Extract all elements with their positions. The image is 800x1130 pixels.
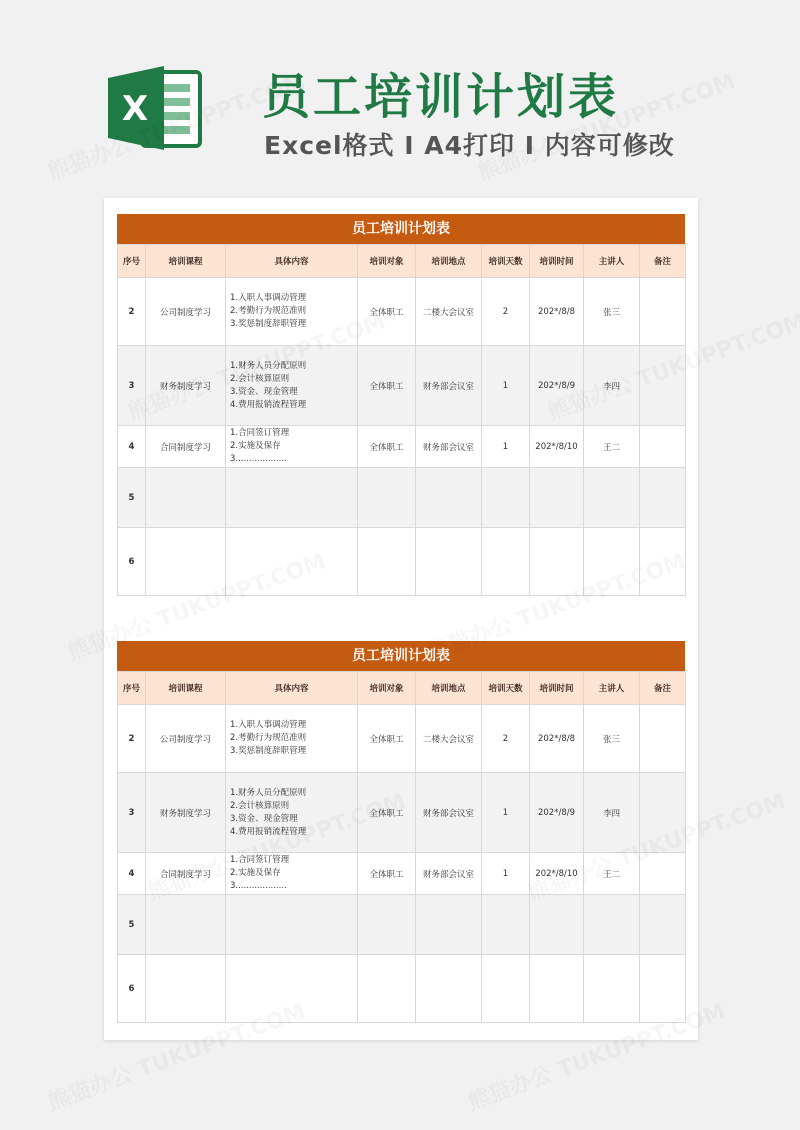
cell-speaker[interactable]: 李四	[584, 346, 640, 426]
cell-seq[interactable]: 5	[118, 468, 146, 528]
cell-content[interactable]	[226, 853, 358, 895]
cell-speaker[interactable]	[584, 468, 640, 528]
cell-place[interactable]	[416, 528, 482, 596]
column-header: 具体内容	[226, 245, 358, 278]
cell-target[interactable]	[358, 955, 416, 1023]
table-row	[118, 955, 686, 1023]
table-row	[118, 773, 686, 853]
cell-place[interactable]: 财务部会议室	[416, 853, 482, 895]
cell-content[interactable]	[226, 346, 358, 426]
cell-place[interactable]: 二楼大会议室	[416, 278, 482, 346]
cell-content[interactable]	[226, 895, 358, 955]
column-header: 培训课程	[146, 672, 226, 705]
promo-header	[0, 0, 800, 190]
column-header: 培训地点	[416, 245, 482, 278]
cell-target[interactable]	[358, 468, 416, 528]
content-line: 3...................	[230, 454, 287, 464]
cell-note[interactable]	[640, 705, 686, 773]
cell-note[interactable]	[640, 426, 686, 468]
cell-days[interactable]: 2	[482, 278, 530, 346]
cell-course[interactable]	[146, 528, 226, 596]
table-row	[118, 528, 686, 596]
cell-days[interactable]: 1	[482, 773, 530, 853]
cell-days[interactable]	[482, 895, 530, 955]
content-line: 2.实施及保存	[230, 441, 281, 451]
cell-speaker[interactable]	[584, 955, 640, 1023]
column-header: 培训天数	[482, 245, 530, 278]
content-line: 3.奖惩制度辞职管理	[230, 319, 307, 329]
cell-speaker[interactable]: 王二	[584, 853, 640, 895]
cell-note[interactable]	[640, 773, 686, 853]
cell-content[interactable]	[226, 278, 358, 346]
cell-seq[interactable]: 5	[118, 895, 146, 955]
cell-note[interactable]	[640, 346, 686, 426]
content-line: 3...................	[230, 881, 287, 891]
content-line: 1.入职人事调动管理	[230, 720, 307, 730]
cell-time[interactable]	[530, 528, 584, 596]
content-line: 3.资金、现金管理	[230, 813, 298, 824]
cell-time[interactable]: 202*/8/10	[530, 426, 584, 468]
cell-speaker[interactable]	[584, 528, 640, 596]
cell-target[interactable]	[358, 895, 416, 955]
content-line: 4.费用报销流程管理	[230, 826, 307, 837]
cell-seq[interactable]: 6	[118, 955, 146, 1023]
sheet-title: 员工培训计划表	[117, 214, 685, 244]
column-header: 培训时间	[530, 245, 584, 278]
cell-days[interactable]	[482, 528, 530, 596]
cell-time[interactable]	[530, 468, 584, 528]
cell-seq[interactable]: 4	[118, 426, 146, 468]
table-row	[118, 346, 686, 426]
cell-note[interactable]	[640, 468, 686, 528]
content-line: 2.实施及保存	[230, 868, 281, 878]
cell-seq[interactable]: 3	[118, 346, 146, 426]
column-header: 培训时间	[530, 672, 584, 705]
header-row	[118, 245, 686, 278]
cell-place[interactable]	[416, 895, 482, 955]
cell-content[interactable]	[226, 426, 358, 468]
header-row	[118, 672, 686, 705]
page-title: 员工培训计划表	[262, 69, 620, 125]
cell-note[interactable]	[640, 278, 686, 346]
cell-content[interactable]	[226, 955, 358, 1023]
page-subtitle: Excel格式 I A4打印 I 内容可修改	[264, 131, 675, 160]
cell-course[interactable]	[146, 955, 226, 1023]
cell-seq[interactable]: 2	[118, 278, 146, 346]
content-line: 2.会计核算原则	[230, 800, 290, 811]
training-plan-sheet-1	[117, 214, 685, 596]
column-header: 主讲人	[584, 245, 640, 278]
cell-time[interactable]	[530, 955, 584, 1023]
cell-seq[interactable]: 3	[118, 773, 146, 853]
table-row	[118, 426, 686, 468]
cell-place[interactable]	[416, 955, 482, 1023]
column-header: 培训课程	[146, 245, 226, 278]
cell-course[interactable]: 财务制度学习	[146, 773, 226, 853]
cell-course[interactable]: 公司制度学习	[146, 705, 226, 773]
cell-days[interactable]: 2	[482, 705, 530, 773]
logo-letter: X	[121, 89, 149, 129]
column-header: 序号	[118, 245, 146, 278]
content-line: 1.财务人员分配原则	[230, 787, 307, 798]
cell-course[interactable]: 财务制度学习	[146, 346, 226, 426]
cell-time[interactable]: 202*/8/8	[530, 278, 584, 346]
cell-target[interactable]: 全体职工	[358, 346, 416, 426]
cell-content[interactable]	[226, 468, 358, 528]
cell-target[interactable]: 全体职工	[358, 705, 416, 773]
column-header: 主讲人	[584, 672, 640, 705]
cell-place[interactable]	[416, 468, 482, 528]
cell-note[interactable]	[640, 895, 686, 955]
cell-target[interactable]: 全体职工	[358, 853, 416, 895]
cell-seq[interactable]: 4	[118, 853, 146, 895]
column-header: 备注	[640, 672, 686, 705]
cell-seq[interactable]: 2	[118, 705, 146, 773]
cell-days[interactable]: 1	[482, 426, 530, 468]
content-line: 1.合同签订管理	[230, 428, 290, 438]
cell-course[interactable]: 合同制度学习	[146, 853, 226, 895]
cell-note[interactable]	[640, 528, 686, 596]
cell-place[interactable]: 财务部会议室	[416, 346, 482, 426]
table-row	[118, 853, 686, 895]
cell-course[interactable]	[146, 895, 226, 955]
cell-time[interactable]: 202*/8/10	[530, 853, 584, 895]
cell-speaker[interactable]: 王二	[584, 426, 640, 468]
cell-content[interactable]	[226, 705, 358, 773]
content-line: 3.资金、现金管理	[230, 386, 298, 397]
content-line: 1.入职人事调动管理	[230, 293, 307, 303]
cell-note[interactable]	[640, 955, 686, 1023]
column-header: 培训对象	[358, 672, 416, 705]
cell-target[interactable]: 全体职工	[358, 426, 416, 468]
cell-place[interactable]: 二楼大会议室	[416, 705, 482, 773]
cell-content[interactable]	[226, 773, 358, 853]
cell-days[interactable]: 1	[482, 346, 530, 426]
cell-course[interactable]	[146, 468, 226, 528]
cell-speaker[interactable]: 张三	[584, 705, 640, 773]
content-line: 1.合同签订管理	[230, 855, 290, 865]
cell-days[interactable]	[482, 955, 530, 1023]
cell-target[interactable]	[358, 528, 416, 596]
cell-target[interactable]: 全体职工	[358, 773, 416, 853]
content-line: 3.奖惩制度辞职管理	[230, 746, 307, 756]
column-header: 序号	[118, 672, 146, 705]
cell-content[interactable]	[226, 528, 358, 596]
training-table	[117, 244, 686, 596]
column-header: 培训地点	[416, 672, 482, 705]
cell-place[interactable]: 财务部会议室	[416, 773, 482, 853]
content-line: 2.考勤行为规范准则	[230, 306, 307, 316]
column-header: 培训对象	[358, 245, 416, 278]
cell-target[interactable]: 全体职工	[358, 278, 416, 346]
content-line: 2.会计核算原则	[230, 373, 290, 384]
content-line: 1.财务人员分配原则	[230, 360, 307, 371]
sheet-title: 员工培训计划表	[117, 641, 685, 671]
table-row	[118, 895, 686, 955]
cell-course[interactable]: 合同制度学习	[146, 426, 226, 468]
table-row	[118, 705, 686, 773]
table-row	[118, 468, 686, 528]
cell-days[interactable]	[482, 468, 530, 528]
training-table	[117, 671, 686, 1023]
excel-logo-icon	[104, 58, 204, 158]
cell-speaker[interactable]: 李四	[584, 773, 640, 853]
content-line: 4.费用报销流程管理	[230, 399, 307, 410]
content-line: 2.考勤行为规范准则	[230, 733, 307, 743]
cell-time[interactable]: 202*/8/8	[530, 705, 584, 773]
training-plan-sheet-2	[117, 641, 685, 1023]
cell-time[interactable]: 202*/8/9	[530, 346, 584, 426]
column-header: 培训天数	[482, 672, 530, 705]
a4-paper	[104, 198, 698, 1040]
cell-place[interactable]: 财务部会议室	[416, 426, 482, 468]
column-header: 备注	[640, 245, 686, 278]
cell-time[interactable]	[530, 895, 584, 955]
table-row	[118, 278, 686, 346]
cell-speaker[interactable]	[584, 895, 640, 955]
cell-note[interactable]	[640, 853, 686, 895]
cell-time[interactable]: 202*/8/9	[530, 773, 584, 853]
cell-speaker[interactable]: 张三	[584, 278, 640, 346]
cell-course[interactable]: 公司制度学习	[146, 278, 226, 346]
column-header: 具体内容	[226, 672, 358, 705]
cell-seq[interactable]: 6	[118, 528, 146, 596]
cell-days[interactable]: 1	[482, 853, 530, 895]
